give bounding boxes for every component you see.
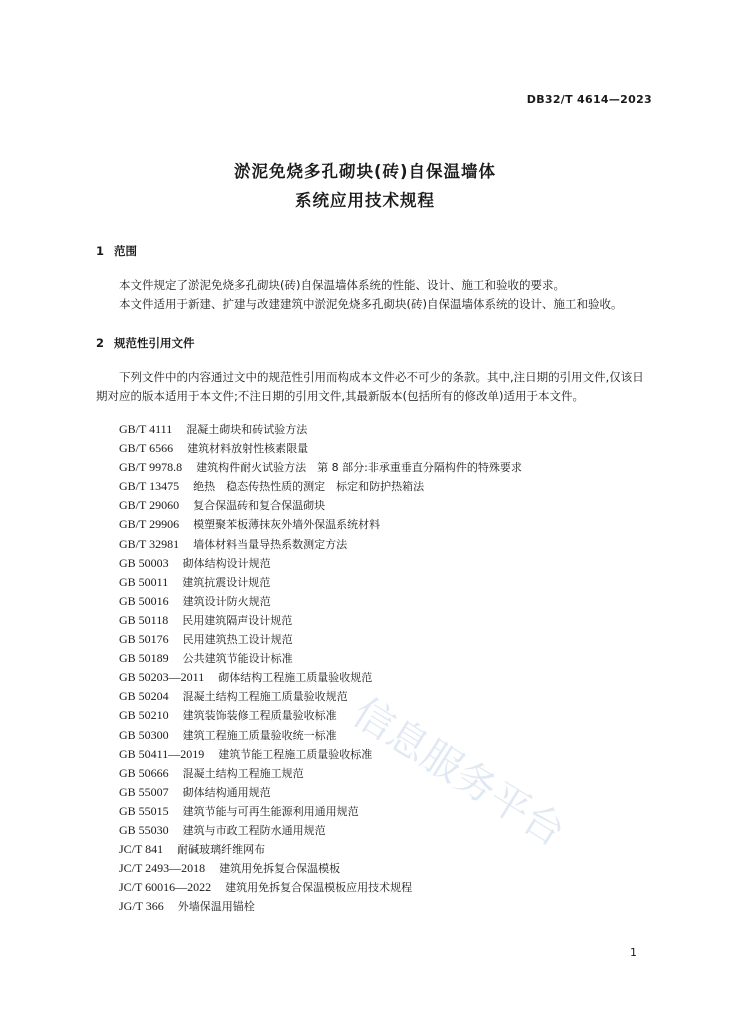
reference-item	[119, 439, 522, 458]
reference-item	[119, 745, 522, 764]
reference-title: 民用建筑热工设计规范	[182, 633, 293, 647]
reference-code: JG/T 366	[119, 899, 164, 914]
document-title-line2: 系统应用技术规程	[295, 191, 435, 210]
reference-list	[119, 420, 522, 916]
reference-title: 民用建筑隔声设计规范	[182, 613, 293, 627]
reference-item	[119, 649, 522, 668]
reference-code: GB 50118	[119, 612, 169, 627]
reference-code: GB 55007	[119, 784, 169, 799]
reference-item	[119, 802, 522, 821]
reference-title: 建筑工程施工质量验收统一标准	[182, 728, 337, 742]
reference-item	[119, 859, 522, 878]
reference-title: 墙体材料当量导热系数测定方法	[193, 537, 348, 551]
reference-title: 建筑节能与可再生能源利用通用规范	[182, 804, 359, 818]
section-2-number: 2	[96, 336, 105, 350]
reference-title: 公共建筑节能设计标准	[182, 652, 293, 666]
reference-code: GB 50203—2011	[119, 670, 205, 685]
reference-code: GB/T 6566	[119, 441, 174, 456]
reference-code: GB/T 4111	[119, 422, 173, 436]
section-1-paragraph-1: 本文件规定了淤泥免烧多孔砌块(砖)自保温墙体系统的性能、设计、施工和验收的要求。	[119, 278, 565, 292]
reference-code: GB 50011	[119, 574, 169, 589]
reference-item	[119, 535, 522, 554]
reference-item	[119, 554, 522, 573]
reference-item	[119, 726, 522, 745]
document-title-line1: 淤泥免烧多孔砌块(砖)自保温墙体	[233, 162, 497, 181]
reference-code: GB 50189	[119, 651, 169, 666]
reference-title: 绝热 稳态传热性质的测定 标定和防护热箱法	[193, 480, 425, 494]
reference-code: GB 50411—2019	[119, 746, 205, 761]
reference-title: 砌体结构工程施工质量验收规范	[218, 671, 373, 685]
reference-item	[119, 668, 522, 687]
watermark-text: 信息服务平台	[344, 689, 573, 856]
reference-code: GB 50016	[119, 593, 169, 608]
reference-item	[119, 573, 522, 592]
reference-item	[119, 783, 522, 802]
reference-title: 建筑抗震设计规范	[182, 575, 271, 589]
reference-item	[119, 496, 522, 515]
reference-title: 建筑用免拆复合保温模板	[219, 862, 341, 876]
reference-title: 混凝土结构工程施工规范	[182, 766, 304, 780]
reference-item	[119, 687, 522, 706]
reference-title: 砌体结构设计规范	[182, 556, 271, 570]
reference-title: 混凝土砌块和砖试验方法	[186, 423, 308, 436]
reference-title: 建筑与市政工程防水通用规范	[182, 823, 326, 837]
reference-item	[119, 706, 522, 725]
reference-code: GB 50300	[119, 727, 169, 742]
section-1-title: 范围	[114, 244, 137, 258]
page-number: 1	[630, 946, 637, 959]
document-code: DB32/T 4614—2023	[526, 93, 652, 106]
reference-item	[119, 515, 522, 534]
reference-item	[119, 821, 522, 840]
reference-title: 建筑用免拆复合保温模板应用技术规程	[225, 881, 413, 895]
reference-title: 建筑构件耐火试验方法 第 8 部分:非承重垂直分隔构件的特殊要求	[196, 461, 522, 475]
reference-title: 耐碱玻璃纤维网布	[177, 843, 266, 857]
section-1-heading	[96, 243, 137, 259]
reference-title: 模塑聚苯板薄抹灰外墙外保温系统材料	[193, 518, 381, 532]
reference-item	[119, 477, 522, 496]
reference-item	[119, 764, 522, 783]
reference-item	[119, 840, 522, 859]
section-2-intro: 下列文件中的内容通过文中的规范性引用而构成本文件必不可少的条款。其中,注日期的引用文件,仅该日期对应的版本适用于本文件;不注日期的引用文件,其最新版本(包括所有的修改单)适用于本文件。	[96, 370, 644, 403]
reference-title: 混凝土结构工程施工质量验收规范	[182, 690, 348, 704]
reference-item	[119, 611, 522, 630]
reference-code: GB/T 9978.8	[119, 460, 183, 475]
reference-code: GB 50176	[119, 632, 169, 647]
reference-code: JC/T 841	[119, 842, 164, 857]
reference-code: GB 55015	[119, 803, 169, 818]
reference-title: 建筑设计防火规范	[182, 594, 271, 608]
reference-item	[119, 878, 522, 897]
reference-code: GB/T 29060	[119, 498, 180, 513]
section-2-title: 规范性引用文件	[114, 336, 195, 350]
reference-title: 建筑节能工程施工质量验收标准	[218, 747, 373, 761]
reference-title: 外墙保温用锚栓	[177, 900, 255, 914]
reference-title: 砌体结构通用规范	[182, 785, 271, 799]
reference-item	[119, 458, 522, 477]
section-2-heading	[96, 335, 195, 351]
reference-code: GB 55030	[119, 822, 169, 837]
reference-code: GB/T 13475	[119, 479, 180, 494]
reference-code: JC/T 2493—2018	[119, 861, 206, 876]
reference-item	[119, 420, 522, 439]
reference-code: GB 50003	[119, 555, 169, 570]
reference-code: GB 50666	[119, 765, 169, 780]
reference-code: JC/T 60016—2022	[119, 880, 212, 895]
reference-item	[119, 630, 522, 649]
reference-code: GB/T 29906	[119, 517, 180, 532]
reference-code: GB 50210	[119, 708, 169, 723]
reference-code: GB 50204	[119, 689, 169, 704]
reference-title: 建筑装饰装修工程质量验收标准	[182, 709, 337, 723]
reference-title: 复合保温砖和复合保温砌块	[193, 499, 326, 513]
reference-item	[119, 592, 522, 611]
reference-code: GB/T 32981	[119, 536, 180, 551]
reference-item	[119, 897, 522, 916]
reference-title: 建筑材料放射性核素限量	[187, 442, 309, 456]
section-1-paragraph-2: 本文件适用于新建、扩建与改建建筑中淤泥免烧多孔砌块(砖)自保温墙体系统的设计、施工和验收。	[119, 297, 623, 311]
section-1-number: 1	[96, 244, 105, 258]
